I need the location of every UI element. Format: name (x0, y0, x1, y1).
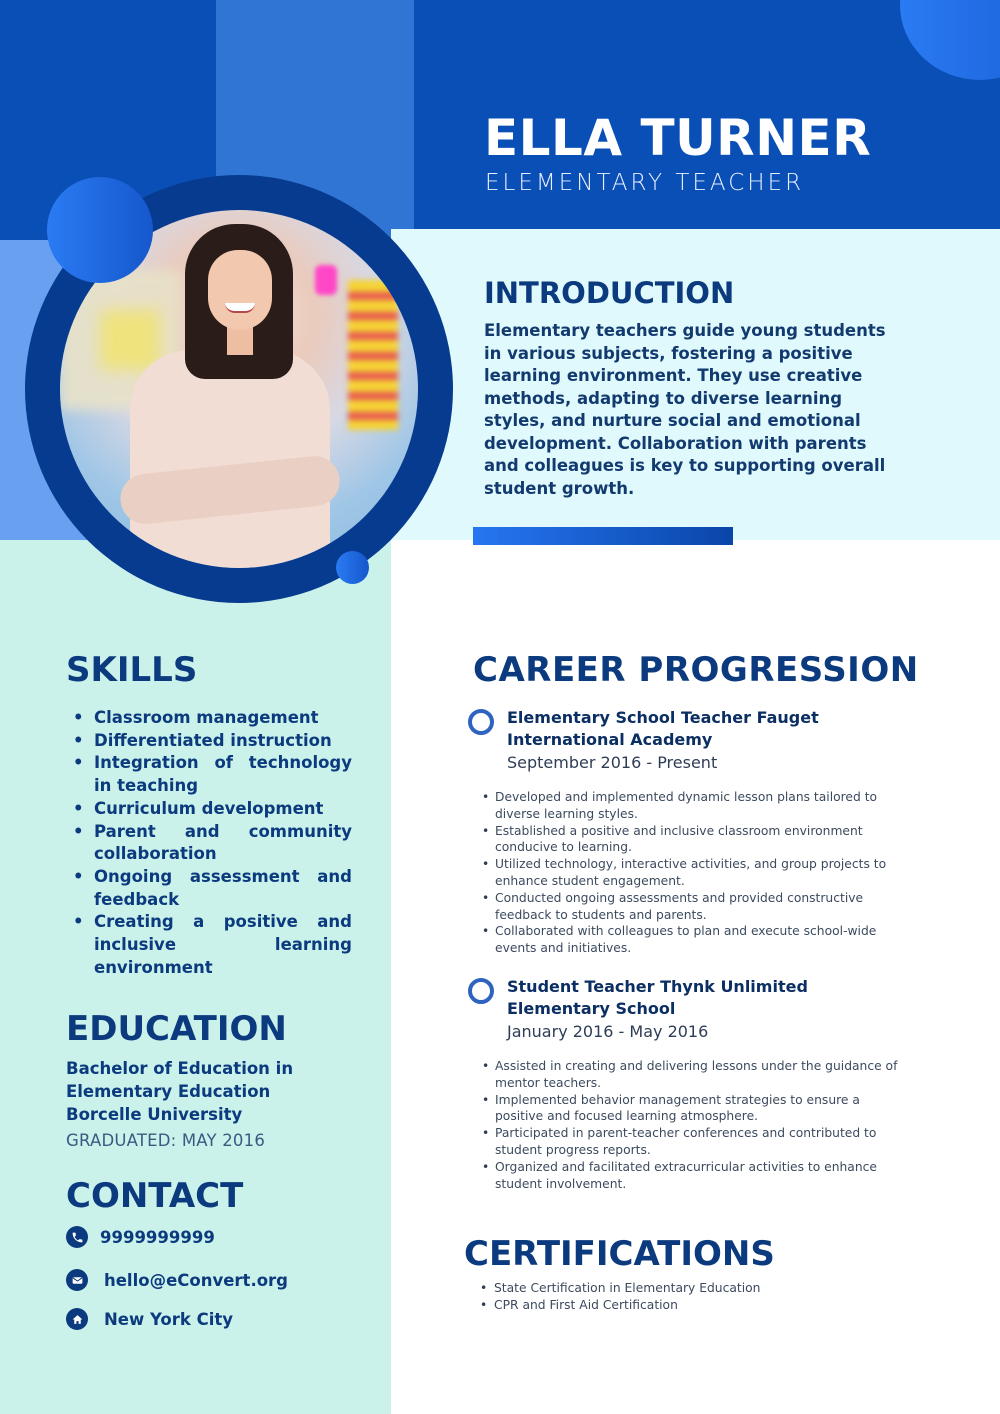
photo-background-poster (348, 280, 398, 430)
skill-item: • Creating a positive and inclusive learning environment (66, 911, 352, 979)
job-dates: September 2016 - Present (507, 753, 718, 772)
introduction-heading: INTRODUCTION (484, 276, 735, 310)
skills-list (66, 707, 352, 979)
home-icon (66, 1308, 88, 1330)
job-bullet: • Utilized technology, interactive activities, and group projects to enhance student engagement. (480, 856, 900, 890)
graduation-date: GRADUATED: MAY 2016 (66, 1131, 266, 1150)
job-bullet: • Conducted ongoing assessments and provided constructive feedback to students and parents. (480, 890, 900, 924)
job-bullet: • Assisted in creating and delivering lessons under the guidance of mentor teachers. (480, 1058, 900, 1092)
location-text: New York City (104, 1309, 234, 1329)
email-address[interactable]: hello@eConvert.org (104, 1270, 288, 1290)
certification-item: • CPR and First Aid Certification (478, 1297, 760, 1314)
decorative-bar (473, 527, 733, 545)
job-bullet: • Collaborated with colleagues to plan and execute school-wide events and initiatives. (480, 923, 900, 957)
job-bullet: • Participated in parent-teacher conferences and contributed to student progress reports. (480, 1125, 900, 1159)
job-entry (468, 707, 918, 957)
certification-item: • State Certification in Elementary Education (478, 1280, 760, 1297)
certifications-heading: CERTIFICATIONS (464, 1234, 775, 1274)
contact-phone (66, 1226, 215, 1248)
phone-icon (66, 1226, 88, 1248)
contact-email (66, 1269, 288, 1291)
skill-item: • Parent and community collaboration (66, 821, 352, 866)
contact-heading: CONTACT (66, 1176, 244, 1216)
job-bullets (480, 1058, 900, 1192)
job-bullet: • Implemented behavior management strategies to ensure a positive and focused learning atmosphere. (480, 1092, 900, 1126)
photo-background-note (100, 310, 160, 370)
introduction-text: Elementary teachers guide young students in various subjects, fostering a positive learning environment. They use creative methods, adapting to diverse learning styles, and nurture social and emotional development. Collaboration with parents and colleagues is key to supporting overall student growth. (484, 321, 886, 498)
degree-line-2: Elementary Education (66, 1082, 271, 1101)
skills-heading: SKILLS (66, 650, 198, 690)
job-bullets (480, 789, 900, 957)
decorative-circle-left (47, 177, 153, 283)
contact-location (66, 1308, 233, 1330)
job-dates: January 2016 - May 2016 (507, 1022, 709, 1041)
career-heading: CAREER PROGRESSION (473, 650, 919, 690)
photo-person-face (208, 250, 272, 330)
skill-item: • Integration of technology in teaching (66, 752, 352, 797)
job-bullet: • Organized and facilitated extracurricular activities to enhance student involvement. (480, 1159, 900, 1193)
phone-number: 9999999999 (100, 1227, 215, 1247)
timeline-circle-icon (468, 709, 494, 735)
timeline-circle-icon (468, 978, 494, 1004)
education-degree (66, 1057, 366, 1126)
degree-line-1: Bachelor of Education in (66, 1059, 294, 1078)
job-title: Elementary School Teacher Fauget International Academy (507, 708, 819, 749)
skill-item: • Curriculum development (66, 798, 352, 821)
certifications-list (478, 1280, 760, 1314)
decorative-dot (336, 551, 369, 584)
job-title: Student Teacher Thynk Unlimited Elementary School (507, 977, 808, 1018)
person-role: ELEMENTARY TEACHER (485, 170, 805, 196)
mail-icon (66, 1269, 88, 1291)
job-bullet: • Established a positive and inclusive classroom environment conducive to learning. (480, 823, 900, 857)
skill-item: • Classroom management (66, 707, 352, 730)
photo-background-pink-item (315, 265, 337, 295)
education-heading: EDUCATION (66, 1009, 287, 1049)
skill-item: • Ongoing assessment and feedback (66, 866, 352, 911)
skill-item: • Differentiated instruction (66, 730, 352, 753)
job-entry (468, 976, 918, 1196)
job-bullet: • Developed and implemented dynamic lesson plans tailored to diverse learning styles. (480, 789, 900, 823)
person-name: ELLA TURNER (484, 109, 872, 167)
school-name: Borcelle University (66, 1105, 243, 1124)
